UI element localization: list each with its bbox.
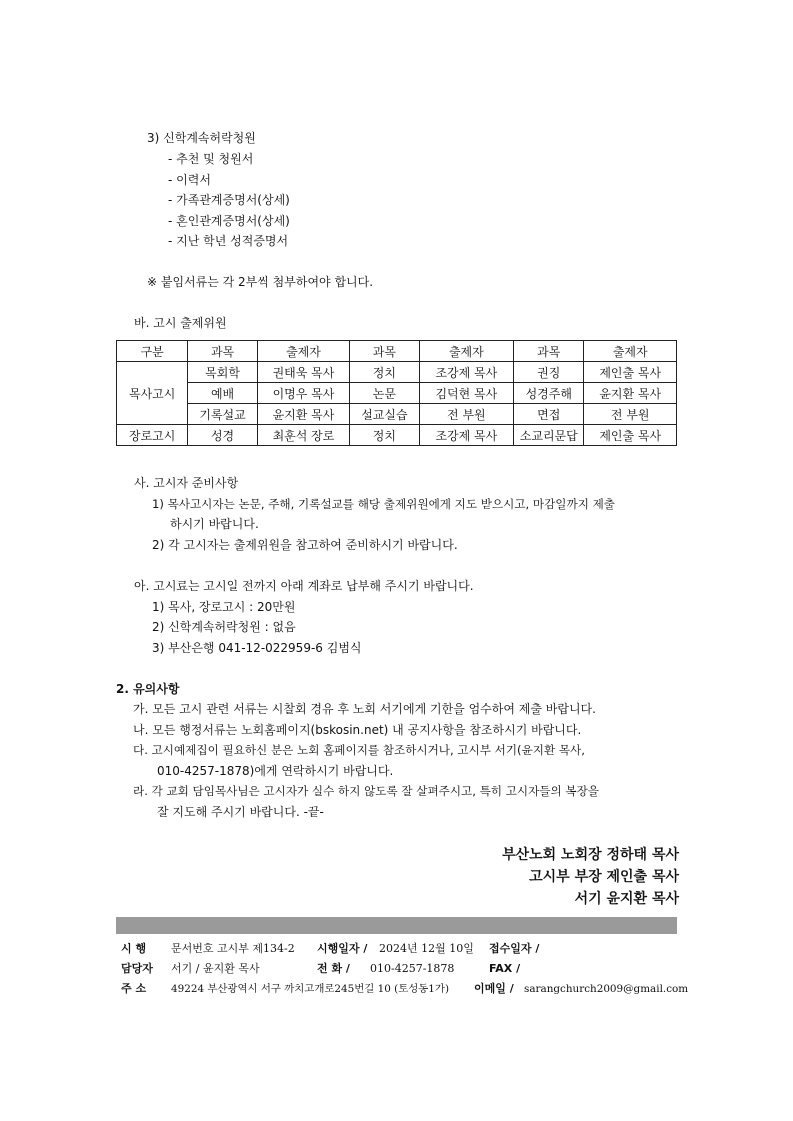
section3-title: 3) 신학계속허락청원 <box>147 131 256 145</box>
prep-item: 2) 각 고시자는 출제위원을 참고하여 준비하시기 바랍니다. <box>152 538 458 552</box>
signature-line: 부산노회 노회장 정하태 목사 <box>502 847 679 863</box>
header-cell: 구분 <box>117 341 188 362</box>
table-cell: 최훈석 장로 <box>257 425 349 446</box>
email-address: sarangchurch2009@gmail.com <box>524 983 689 995</box>
table-cell: 윤지환 목사 <box>257 404 349 425</box>
header-cell: 과목 <box>514 341 584 362</box>
prep-item-cont: 하시기 바랍니다. <box>170 517 259 531</box>
table-header-row <box>117 341 677 362</box>
person-in-charge: 서기 / 윤지환 목사 <box>171 962 260 975</box>
caution-item: 라. 각 교회 담임목사님은 고시자가 실수 하지 않도록 잘 살펴주시고, 특히 고시자들의 복장을 <box>133 784 599 798</box>
table-cell: 기록설교 <box>188 404 257 425</box>
footer-label: FAX / <box>489 962 521 975</box>
table-cell: 예배 <box>188 383 257 404</box>
fee-item: 2) 신학계속허락청원 : 없음 <box>152 620 296 634</box>
footer-label: 이메일 / <box>474 982 514 995</box>
caution-item: 다. 고시예제집이 필요하신 분은 노회 홈페이지를 참조하시거나, 고시부 서기(윤지환 목사, <box>133 743 585 757</box>
table-cell: 목회학 <box>188 362 257 383</box>
signature-line: 서기 윤지환 목사 <box>574 891 679 907</box>
section3-item: - 가족관계증명서(상세) <box>168 193 290 207</box>
address: 49224 부산광역시 서구 까치고개로245번길 10 (토성동1가) <box>171 983 450 995</box>
header-cell: 과목 <box>350 341 419 362</box>
table-row <box>117 404 677 425</box>
caution-item-cont: 잘 지도해 주시기 바랍니다. -끝- <box>157 805 324 819</box>
table-cell: 조강제 목사 <box>419 425 514 446</box>
footer-label: 접수일자 / <box>489 942 540 955</box>
table-row <box>117 383 677 404</box>
table-cell: 정치 <box>350 362 419 383</box>
section3-item: - 이력서 <box>168 173 211 187</box>
group-cell: 목사고시 <box>117 362 188 425</box>
table-cell: 권징 <box>514 362 584 383</box>
group-cell: 장로고시 <box>117 425 188 446</box>
caution-item: 가. 모든 고시 관련 서류는 시찰회 경유 후 노회 서기에게 기한을 엄수하여 제출 바랍니다. <box>133 702 596 716</box>
table-cell: 설교실습 <box>350 404 419 425</box>
caution-item: 나. 모든 행정서류는 노회홈페이지(bskosin.net) 내 공지사항을 참조하시기 바랍니다. <box>133 723 582 737</box>
section3-item: - 혼인관계증명서(상세) <box>168 214 290 228</box>
table-cell: 전 부원 <box>584 404 677 425</box>
footer-label: 시 행 <box>121 942 147 955</box>
header-cell: 과목 <box>188 341 257 362</box>
table-cell: 면접 <box>514 404 584 425</box>
footer-label: 전 화 / <box>317 962 350 975</box>
table-cell: 정치 <box>350 425 419 446</box>
table-cell: 제인출 목사 <box>584 425 677 446</box>
section3-item: - 지난 학년 성적증명서 <box>168 234 289 248</box>
prep-item: 1) 목사고시자는 논문, 주해, 기록설교를 해당 출제위원에게 지도 받으시고, 마감일까지 제출 <box>152 497 615 511</box>
committee-table <box>116 340 677 446</box>
signature-line: 고시부 부장 제인출 목사 <box>529 869 679 885</box>
table-cell: 제인출 목사 <box>584 362 677 383</box>
table-cell: 윤지환 목사 <box>584 383 677 404</box>
caution-item-cont: 010-4257-1878)에게 연락하시기 바랍니다. <box>157 764 394 778</box>
caution-heading: 2. 유의사항 <box>116 682 180 696</box>
footer-label: 주 소 <box>121 982 147 995</box>
table-cell: 소교리문답 <box>514 425 584 446</box>
table-cell: 이명우 목사 <box>257 383 349 404</box>
table-row <box>117 362 677 383</box>
table-cell: 성경주해 <box>514 383 584 404</box>
fee-heading: 아. 고시료는 고시일 전까지 아래 계좌로 납부해 주시기 바랍니다. <box>134 579 474 593</box>
table-cell: 김덕현 목사 <box>419 383 514 404</box>
footer-divider-bar <box>116 917 677 934</box>
doc-number: 문서번호 고시부 제134-2 <box>171 942 295 955</box>
table-cell: 논문 <box>350 383 419 404</box>
fee-item: 1) 목사, 장로고시 : 20만원 <box>152 600 296 614</box>
committee-heading: 바. 고시 출제위원 <box>134 316 227 330</box>
footer-label: 시행일자 / <box>317 942 368 955</box>
header-cell: 출제자 <box>257 341 349 362</box>
table-cell: 조강제 목사 <box>419 362 514 383</box>
header-cell: 출제자 <box>584 341 677 362</box>
prep-heading: 사. 고시자 준비사항 <box>134 476 239 490</box>
table-cell: 권태욱 목사 <box>257 362 349 383</box>
table-cell: 성경 <box>188 425 257 446</box>
header-cell: 출제자 <box>419 341 514 362</box>
phone-number: 010-4257-1878 <box>370 962 455 975</box>
issue-date: 2024년 12월 10일 <box>379 942 474 955</box>
table-row <box>117 425 677 446</box>
section3-item: - 추천 및 청원서 <box>168 152 254 166</box>
attachment-note: ※ 붙임서류는 각 2부씩 첨부하여야 합니다. <box>147 275 374 289</box>
footer-label: 담당자 <box>121 962 153 975</box>
fee-item: 3) 부산은행 041-12-022959-6 김범식 <box>152 641 362 655</box>
table-cell: 전 부원 <box>419 404 514 425</box>
